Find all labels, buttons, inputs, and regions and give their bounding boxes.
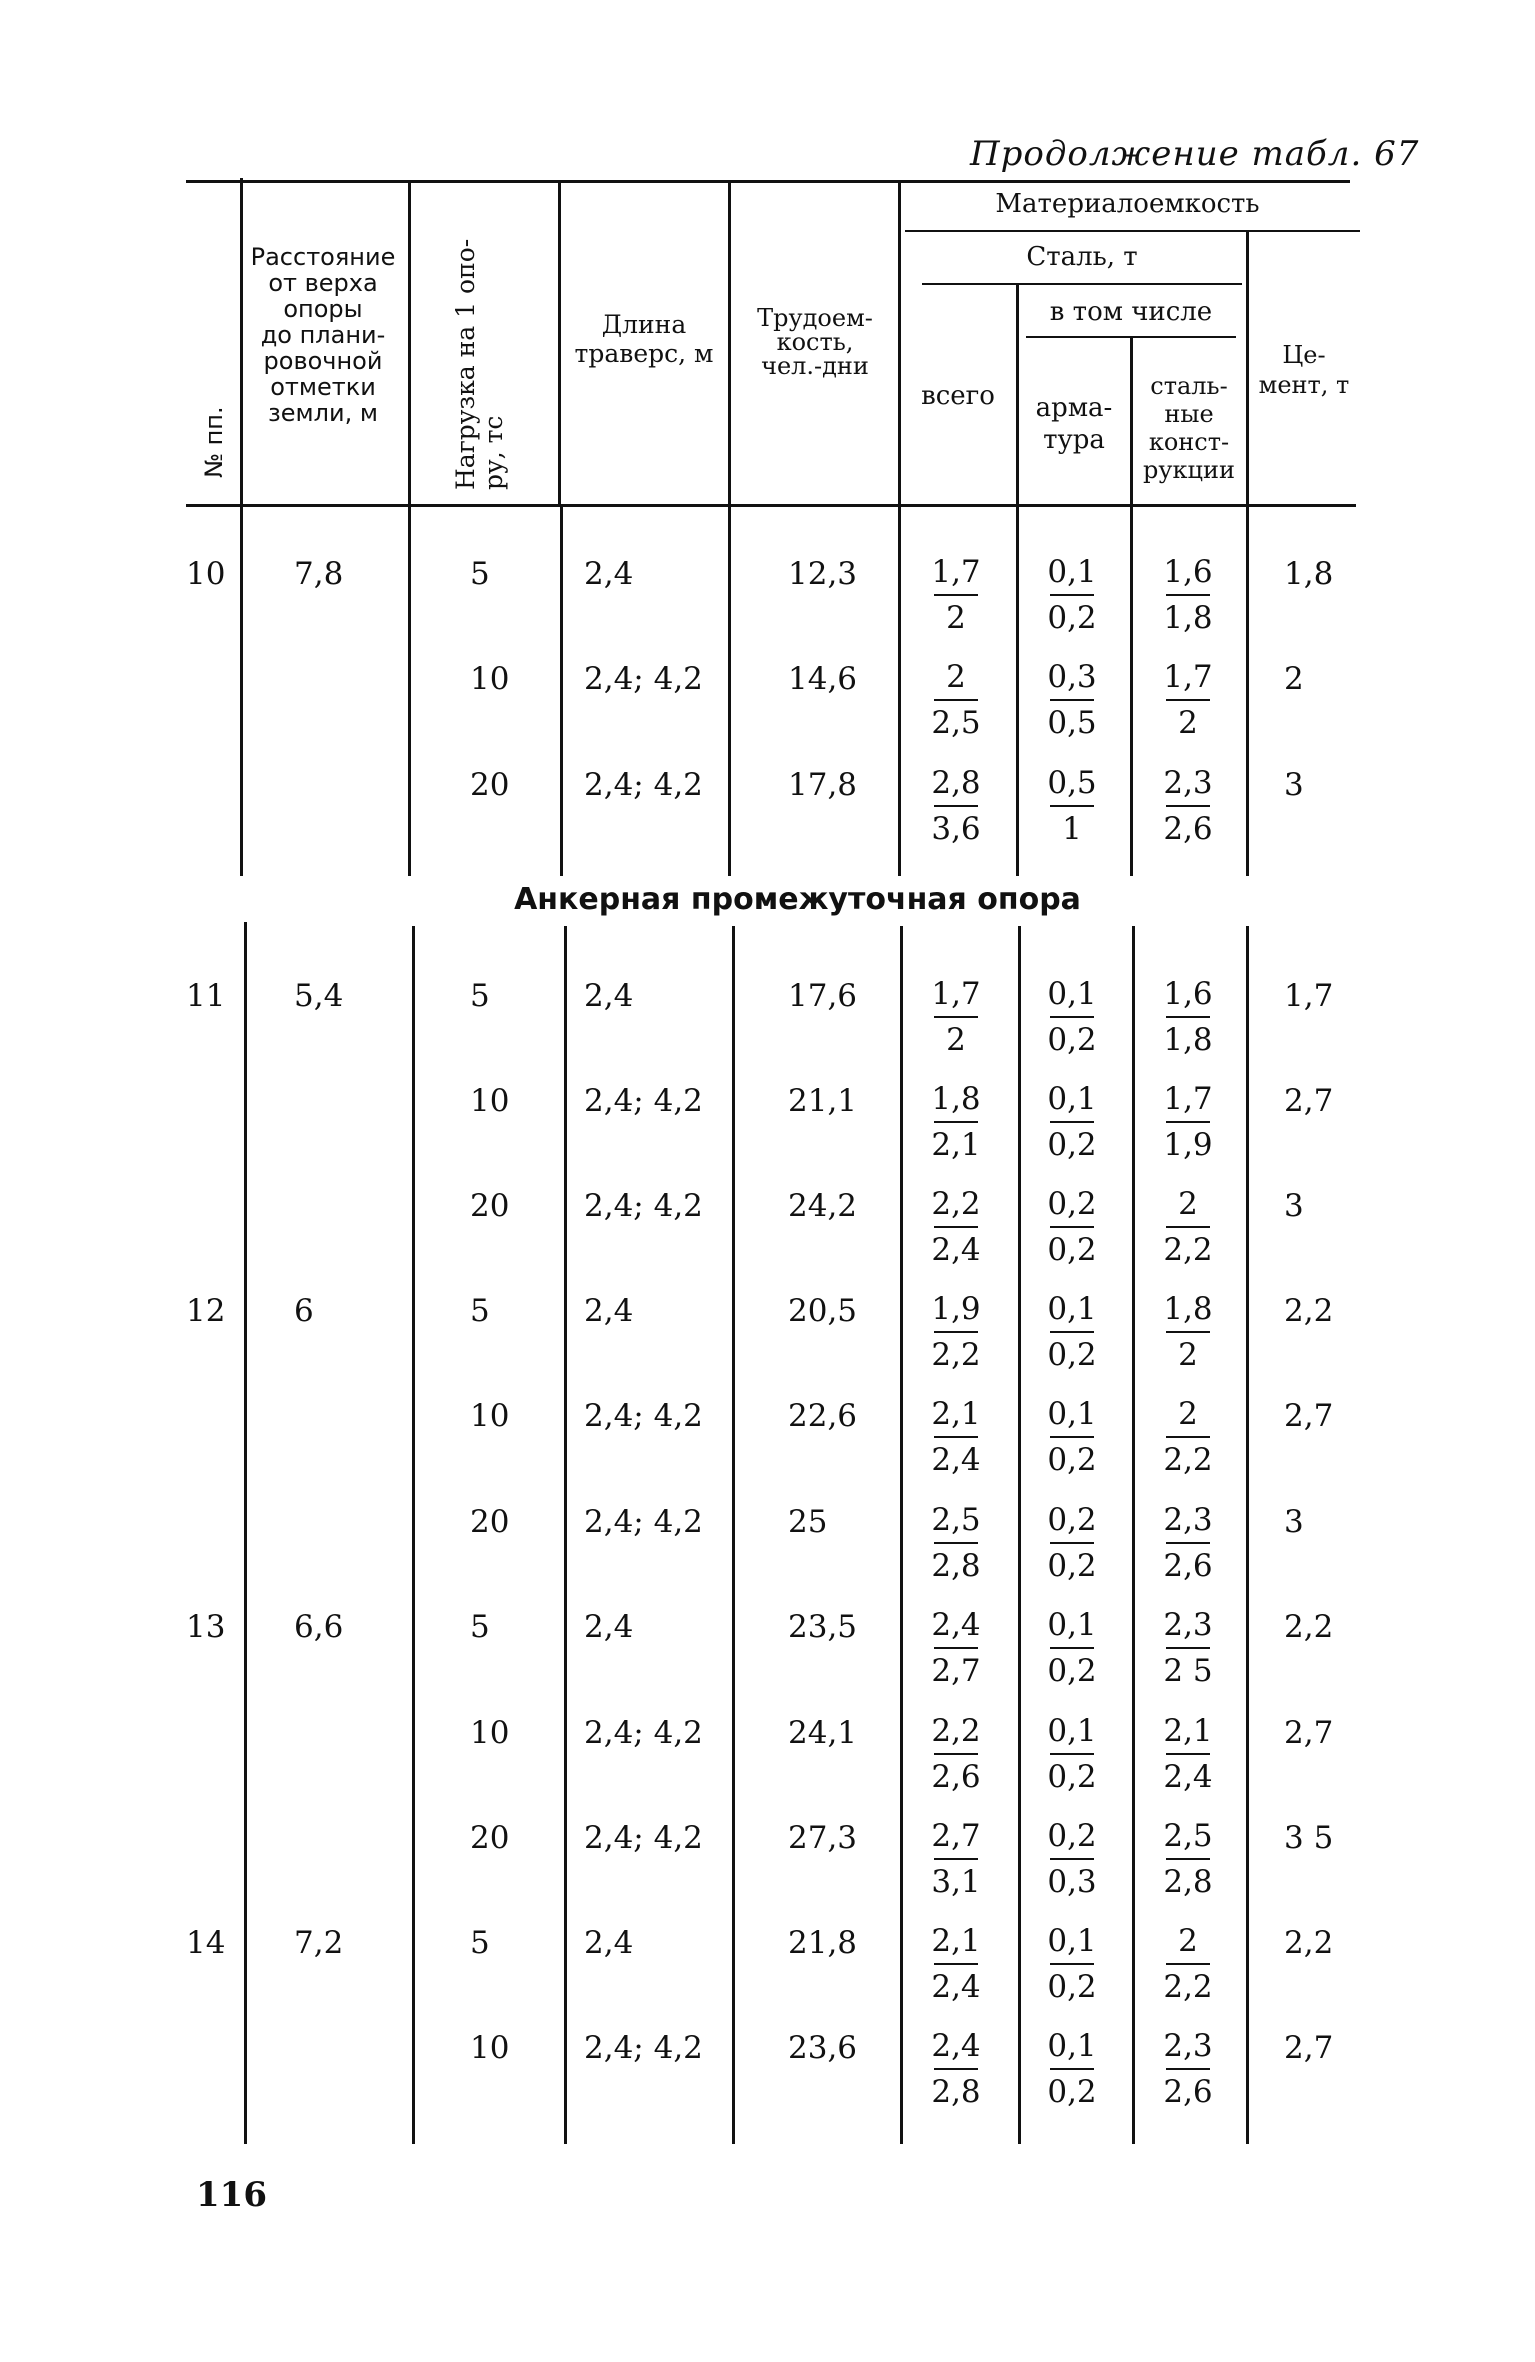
fraction-tot: [916, 763, 996, 847]
row-labor: 25: [788, 1504, 828, 1540]
fraction-sc: [1148, 1500, 1228, 1584]
fraction-arm: [1032, 1500, 1112, 1584]
fraction-tot: [916, 2026, 996, 2110]
section-title: Анкерная промежуточная опора: [514, 882, 1081, 917]
fraction-numerator: 1,6: [1163, 554, 1213, 590]
fraction-sc: [1148, 1394, 1228, 1478]
fraction-sc: [1148, 2026, 1228, 2110]
row-labor: 12,3: [788, 556, 858, 592]
fraction-numerator: 2,8: [931, 765, 981, 801]
header-bottom-rule: [186, 504, 1356, 507]
fraction-numerator: 1,9: [931, 1291, 981, 1327]
fraction-sc: [1148, 1921, 1228, 2005]
body1-vline-7: [1130, 506, 1133, 876]
fraction-numerator: 1,7: [1163, 659, 1213, 695]
fraction-sc: [1148, 763, 1228, 847]
fraction-denominator: 0,2: [1047, 1337, 1097, 1373]
row-length: 2,4; 4,2: [584, 1820, 703, 1856]
fraction-numerator: 0,1: [1047, 1607, 1097, 1643]
fraction-numerator: 0,2: [1047, 1502, 1097, 1538]
row-cement: 2,7: [1284, 1715, 1334, 1751]
fraction-sc: [1148, 552, 1228, 636]
fraction-numerator: 1,6: [1163, 976, 1213, 1012]
fraction-denominator: 0,2: [1047, 600, 1097, 636]
row-length: 2,4; 4,2: [584, 2030, 703, 2066]
row-labor: 23,5: [788, 1609, 858, 1645]
fraction-denominator: 2 5: [1163, 1653, 1213, 1689]
fraction-arm: [1032, 1605, 1112, 1689]
fraction-tot: [916, 1500, 996, 1584]
row-cement: 2,2: [1284, 1609, 1334, 1645]
header-steel: Сталь, т: [1026, 242, 1138, 272]
row-labor: 14,6: [788, 661, 858, 697]
row-labor: 21,8: [788, 1925, 858, 1961]
fraction-numerator: 1,7: [931, 554, 981, 590]
row-cement: 2,7: [1284, 1398, 1334, 1434]
row-length: 2,4; 4,2: [584, 1504, 703, 1540]
row-length: 2,4; 4,2: [584, 661, 703, 697]
fraction-denominator: 2,6: [1163, 811, 1213, 847]
fraction-denominator: 0,2: [1047, 1442, 1097, 1478]
fraction-numerator: 2,1: [1163, 1713, 1213, 1749]
header-steelstruct: сталь- ные конст- рукции: [1143, 372, 1235, 484]
fraction-denominator: 0,2: [1047, 1022, 1097, 1058]
row-cement: 1,7: [1284, 978, 1334, 1014]
header-num: № пп.: [200, 406, 228, 478]
fraction-sc: [1148, 1605, 1228, 1689]
row-labor: 22,6: [788, 1398, 858, 1434]
fraction-denominator: 0,2: [1047, 1548, 1097, 1584]
fraction-sc: [1148, 1289, 1228, 1373]
fraction-denominator: 0,3: [1047, 1864, 1097, 1900]
fraction-denominator: 2,4: [1163, 1759, 1213, 1795]
row-cement: 3 5: [1284, 1820, 1334, 1856]
fraction-arm: [1032, 1184, 1112, 1268]
fraction-numerator: 2,3: [1163, 1607, 1213, 1643]
header-material: Материалоемкость: [995, 189, 1260, 219]
fraction-tot: [916, 1816, 996, 1900]
row-labor: 17,6: [788, 978, 858, 1014]
table-caption: Продолжение табл. 67: [970, 134, 1420, 174]
fraction-denominator: 2,6: [1163, 2074, 1213, 2110]
fraction-denominator: 2: [1178, 1337, 1198, 1373]
fraction-numerator: 2: [1178, 1186, 1198, 1222]
fraction-denominator: 2: [946, 1022, 966, 1058]
fraction-denominator: 0,2: [1047, 1232, 1097, 1268]
fraction-denominator: 2,4: [931, 1969, 981, 2005]
row-load: 5: [470, 1609, 490, 1645]
fraction-arm: [1032, 1816, 1112, 1900]
header-distance: Расстояние от верха опоры до плани- ровочной отметки земли, м: [250, 243, 396, 427]
fraction-denominator: 2,7: [931, 1653, 981, 1689]
header-top-rule: [186, 180, 1350, 183]
row-distance: 5,4: [294, 978, 344, 1014]
row-labor: 27,3: [788, 1820, 858, 1856]
fraction-numerator: 0,1: [1047, 1081, 1097, 1117]
fraction-denominator: 2,2: [1163, 1232, 1213, 1268]
fraction-denominator: 2,2: [931, 1337, 981, 1373]
fraction-denominator: 1: [1062, 811, 1082, 847]
row-length: 2,4: [584, 1925, 634, 1961]
fraction-numerator: 0,1: [1047, 554, 1097, 590]
fraction-tot: [916, 657, 996, 741]
fraction-numerator: 0,5: [1047, 765, 1097, 801]
row-distance: 7,2: [294, 1925, 344, 1961]
fraction-arm: [1032, 552, 1112, 636]
page-number: 116: [196, 2175, 267, 2215]
fraction-numerator: 2,1: [931, 1923, 981, 1959]
row-cement: 2,7: [1284, 1083, 1334, 1119]
fraction-numerator: 0,1: [1047, 1396, 1097, 1432]
header-labor: Трудоем- кость, чел.-дни: [757, 304, 873, 380]
fraction-denominator: 2: [946, 600, 966, 636]
fraction-denominator: 0,2: [1047, 1969, 1097, 2005]
fraction-numerator: 0,1: [1047, 1291, 1097, 1327]
row-length: 2,4: [584, 978, 634, 1014]
row-load: 20: [470, 1820, 510, 1856]
fraction-numerator: 0,1: [1047, 1923, 1097, 1959]
fraction-numerator: 0,1: [1047, 2028, 1097, 2064]
fraction-denominator: 2,4: [931, 1232, 981, 1268]
fraction-tot: [916, 974, 996, 1058]
row-length: 2,4; 4,2: [584, 1715, 703, 1751]
fraction-denominator: 2,8: [1163, 1864, 1213, 1900]
row-length: 2,4; 4,2: [584, 1188, 703, 1224]
row-load: 10: [470, 1715, 510, 1751]
row-number: 12: [186, 1293, 226, 1329]
fraction-denominator: 0,2: [1047, 2074, 1097, 2110]
fraction-numerator: 2,3: [1163, 1502, 1213, 1538]
fraction-denominator: 0,2: [1047, 1127, 1097, 1163]
row-number: 14: [186, 1925, 226, 1961]
row-number: 11: [186, 978, 226, 1014]
fraction-denominator: 2,5: [931, 705, 981, 741]
row-load: 20: [470, 1504, 510, 1540]
body2-vline-7: [1132, 926, 1135, 2144]
body2-vline-1: [244, 922, 247, 2144]
row-length: 2,4; 4,2: [584, 1083, 703, 1119]
row-distance: 7,8: [294, 556, 344, 592]
fraction-sc: [1148, 1184, 1228, 1268]
fraction-sc: [1148, 1711, 1228, 1795]
body2-vline-5: [900, 926, 903, 2144]
fraction-denominator: 1,8: [1163, 600, 1213, 636]
row-load: 10: [470, 1083, 510, 1119]
fraction-denominator: 2,2: [1163, 1442, 1213, 1478]
row-cement: 2,2: [1284, 1293, 1334, 1329]
row-labor: 17,8: [788, 767, 858, 803]
body2-vline-2: [412, 926, 415, 2144]
row-length: 2,4; 4,2: [584, 1398, 703, 1434]
fraction-numerator: 2,5: [1163, 1818, 1213, 1854]
fraction-tot: [916, 1711, 996, 1795]
row-labor: 23,6: [788, 2030, 858, 2066]
fraction-numerator: 2,5: [931, 1502, 981, 1538]
row-length: 2,4: [584, 1609, 634, 1645]
row-cement: 3: [1284, 1188, 1304, 1224]
row-length: 2,4: [584, 1293, 634, 1329]
fraction-tot: [916, 1289, 996, 1373]
row-labor: 24,1: [788, 1715, 858, 1751]
row-load: 10: [470, 661, 510, 697]
row-number: 10: [186, 556, 226, 592]
fraction-arm: [1032, 1394, 1112, 1478]
row-length: 2,4; 4,2: [584, 767, 703, 803]
fraction-denominator: 1,9: [1163, 1127, 1213, 1163]
fraction-arm: [1032, 1711, 1112, 1795]
fraction-sc: [1148, 657, 1228, 741]
fraction-sc: [1148, 1079, 1228, 1163]
fraction-arm: [1032, 763, 1112, 847]
row-length: 2,4: [584, 556, 634, 592]
body1-vline-3: [560, 506, 563, 876]
fraction-numerator: 1,7: [1163, 1081, 1213, 1117]
fraction-numerator: 1,7: [931, 976, 981, 1012]
fraction-numerator: 2: [1178, 1923, 1198, 1959]
row-load: 20: [470, 767, 510, 803]
fraction-denominator: 1,8: [1163, 1022, 1213, 1058]
body2-vline-8: [1246, 926, 1249, 2144]
fraction-sc: [1148, 974, 1228, 1058]
fraction-tot: [916, 1184, 996, 1268]
fraction-denominator: 2,1: [931, 1127, 981, 1163]
fraction-numerator: 2: [946, 659, 966, 695]
fraction-arm: [1032, 1921, 1112, 2005]
fraction-arm: [1032, 974, 1112, 1058]
fraction-denominator: 3,6: [931, 811, 981, 847]
header-incl: в том числе: [1049, 297, 1213, 327]
body1-vline-1: [240, 506, 243, 876]
fraction-numerator: 2,1: [931, 1396, 981, 1432]
row-cement: 2: [1284, 661, 1304, 697]
row-cement: 1,8: [1284, 556, 1334, 592]
body1-vline-8: [1246, 506, 1249, 876]
fraction-arm: [1032, 2026, 1112, 2110]
fraction-denominator: 0,2: [1047, 1653, 1097, 1689]
fraction-denominator: 2,6: [931, 1759, 981, 1795]
body1-vline-4: [728, 506, 731, 876]
body1-vline-6: [1016, 506, 1019, 876]
fraction-numerator: 0,2: [1047, 1186, 1097, 1222]
row-load: 10: [470, 2030, 510, 2066]
header-load: Нагрузка на 1 опо- ру, тс: [451, 238, 508, 490]
fraction-arm: [1032, 1289, 1112, 1373]
fraction-numerator: 0,1: [1047, 1713, 1097, 1749]
row-cement: 3: [1284, 767, 1304, 803]
fraction-tot: [916, 1079, 996, 1163]
fraction-numerator: 1,8: [1163, 1291, 1213, 1327]
fraction-tot: [916, 1605, 996, 1689]
row-load: 20: [470, 1188, 510, 1224]
fraction-numerator: 2,7: [931, 1818, 981, 1854]
header-cement: Це- мент, т: [1258, 341, 1350, 399]
row-load: 5: [470, 1293, 490, 1329]
fraction-numerator: 2,3: [1163, 2028, 1213, 2064]
row-cement: 2,7: [1284, 2030, 1334, 2066]
row-number: 13: [186, 1609, 226, 1645]
fraction-denominator: 0,2: [1047, 1759, 1097, 1795]
row-load: 10: [470, 1398, 510, 1434]
fraction-arm: [1032, 1079, 1112, 1163]
row-cement: 3: [1284, 1504, 1304, 1540]
row-cement: 2,2: [1284, 1925, 1334, 1961]
fraction-numerator: 2,3: [1163, 765, 1213, 801]
fraction-denominator: 2: [1178, 705, 1198, 741]
body1-vline-5: [898, 506, 901, 876]
steel-rule: [922, 283, 1242, 285]
material-rule: [905, 230, 1360, 232]
fraction-numerator: 1,8: [931, 1081, 981, 1117]
header-armature: арма- тура: [1035, 393, 1113, 455]
row-load: 5: [470, 1925, 490, 1961]
fraction-numerator: 0,3: [1047, 659, 1097, 695]
body1-vline-2: [408, 506, 411, 876]
fraction-denominator: 2,8: [931, 1548, 981, 1584]
body2-vline-3: [564, 926, 567, 2144]
body2-vline-6: [1018, 926, 1021, 2144]
fraction-denominator: 2,2: [1163, 1969, 1213, 2005]
row-distance: 6: [294, 1293, 314, 1329]
row-distance: 6,6: [294, 1609, 344, 1645]
fraction-tot: [916, 552, 996, 636]
fraction-numerator: 2: [1178, 1396, 1198, 1432]
header-length: Длина траверс, м: [574, 310, 714, 368]
hdr-vline-4: [728, 182, 731, 506]
hdr-vline-2: [408, 182, 411, 506]
row-labor: 21,1: [788, 1083, 858, 1119]
fraction-denominator: 2,8: [931, 2074, 981, 2110]
fraction-sc: [1148, 1816, 1228, 1900]
fraction-denominator: 2,6: [1163, 1548, 1213, 1584]
fraction-numerator: 2,2: [931, 1186, 981, 1222]
fraction-tot: [916, 1394, 996, 1478]
body2-vline-4: [732, 926, 735, 2144]
fraction-denominator: 3,1: [931, 1864, 981, 1900]
fraction-numerator: 2,4: [931, 1607, 981, 1643]
header-total: всего: [921, 381, 995, 411]
fraction-arm: [1032, 657, 1112, 741]
fraction-numerator: 2,2: [931, 1713, 981, 1749]
fraction-numerator: 0,2: [1047, 1818, 1097, 1854]
fraction-denominator: 2,4: [931, 1442, 981, 1478]
fraction-tot: [916, 1921, 996, 2005]
row-load: 5: [470, 556, 490, 592]
fraction-numerator: 2,4: [931, 2028, 981, 2064]
row-labor: 24,2: [788, 1188, 858, 1224]
hdr-vline-5: [898, 182, 901, 506]
fraction-numerator: 0,1: [1047, 976, 1097, 1012]
row-load: 5: [470, 978, 490, 1014]
row-labor: 20,5: [788, 1293, 858, 1329]
fraction-denominator: 0,5: [1047, 705, 1097, 741]
